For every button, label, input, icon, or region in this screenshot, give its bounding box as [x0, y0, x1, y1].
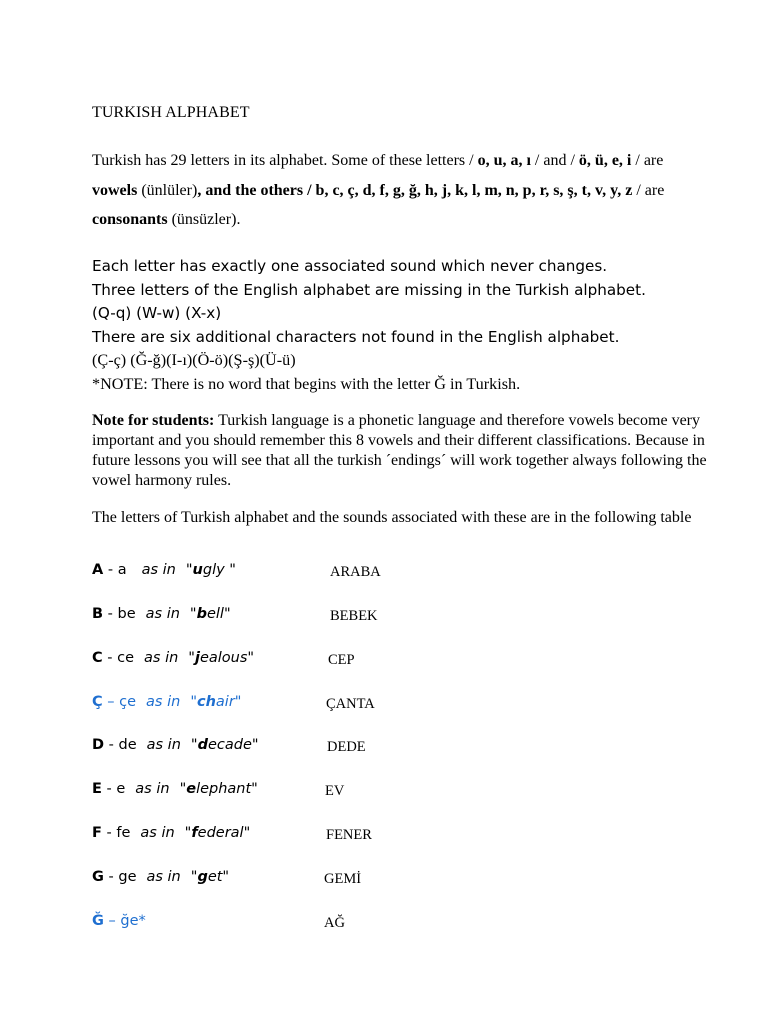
uppercase-letter: A [92, 562, 104, 578]
vowels-term: vowels [92, 181, 138, 199]
fact-line: (Q-q) (W-w) (X-x) [92, 304, 222, 322]
example-key-sound: e [186, 781, 197, 797]
note-for-students [92, 411, 712, 491]
example-word: ÇANTA [326, 696, 375, 712]
letter-pronunciation [92, 694, 241, 710]
lowercase-letter: çe [119, 694, 137, 710]
as-in-text: as in [141, 562, 176, 578]
page-title: TURKISH ALPHABET [92, 104, 250, 121]
letter-separator: – [103, 913, 121, 929]
as-in-text: as in [135, 781, 170, 797]
letter-row [92, 737, 692, 759]
example-quote: " [179, 781, 187, 797]
intro-text: / are [632, 181, 665, 199]
letter-pronunciation [92, 781, 258, 797]
intro-comma: , and the others / [197, 181, 316, 199]
as-in-text: as in [145, 606, 180, 622]
example-key-sound: j [194, 650, 200, 666]
example-rest: et" [207, 869, 230, 885]
letter-separator: – [102, 694, 120, 710]
table-intro: The letters of Turkish alphabet and the sounds associated with these are in the following table [92, 509, 692, 526]
uppercase-letter: G [92, 869, 104, 885]
vowel-list-back: o, u, a, ı [477, 152, 531, 169]
vowel-list-front: ö, ü, e, i [578, 152, 632, 169]
letter-separator: - [102, 650, 118, 666]
as-in-text: as in [146, 694, 181, 710]
fact-line: (Ç-ç) (Ğ-ğ)(I-ı)(Ö-ö)(Ş-ş)(Ü-ü) [92, 351, 296, 369]
uppercase-letter: Ğ [92, 913, 104, 929]
letter-row [92, 606, 692, 628]
letter-pronunciation [92, 737, 259, 753]
consonants-term: consonants [92, 211, 168, 228]
consonants-turkish-term: (ünsüzler). [167, 211, 241, 228]
example-quote: " [188, 650, 195, 666]
intro-text: Turkish has 29 letters in its alphabet. Some of these letters / [92, 152, 478, 169]
letter-pronunciation [92, 606, 231, 622]
letter-row [92, 562, 692, 584]
example-key-sound: u [192, 562, 203, 578]
letter-separator: - [103, 869, 119, 885]
example-rest: ederal" [197, 825, 251, 841]
consonant-list: b, c, ç, d, f, g, ğ, h, j, k, l, m, n, p, r, s, ş, t, v, y, z [315, 181, 633, 199]
as-in-text: as in [146, 869, 181, 885]
example-rest: ell" [206, 606, 231, 622]
letter-pronunciation [92, 562, 236, 578]
letter-row [92, 825, 692, 847]
facts-list [92, 255, 712, 396]
example-quote: " [184, 825, 192, 841]
example-quote: " [190, 737, 198, 753]
letter-separator: - [101, 781, 117, 797]
intro-text: / and / [530, 152, 579, 169]
example-rest: air" [215, 694, 242, 710]
intro-paragraph [92, 146, 692, 235]
example-word: BEBEK [330, 608, 378, 624]
uppercase-letter: E [92, 781, 102, 797]
uppercase-letter: B [92, 606, 104, 622]
example-key-sound: g [197, 869, 208, 885]
fact-line: Each letter has exactly one associated sound which never changes. [92, 257, 608, 275]
example-word: ARABA [330, 564, 381, 580]
letter-separator: - [101, 825, 117, 841]
lowercase-letter: ğe* [120, 913, 146, 929]
as-in-text: as in [146, 737, 181, 753]
example-key-sound: b [196, 606, 207, 622]
example-quote: " [190, 869, 198, 885]
fact-line: Three letters of the English alphabet are missing in the Turkish alphabet. [92, 280, 646, 299]
letter-separator: - [104, 737, 119, 753]
example-key-sound: d [197, 737, 208, 753]
letter-row [92, 650, 692, 672]
example-key-sound: ch [196, 694, 216, 710]
lowercase-letter: e [116, 781, 126, 797]
example-word: GEMİ [324, 871, 362, 887]
example-word: EV [325, 783, 345, 799]
example-rest: lephant" [196, 781, 258, 797]
letter-pronunciation [92, 869, 229, 885]
note-label: Note for students: [92, 412, 215, 429]
as-in-text: as in [144, 650, 179, 666]
example-word: FENER [326, 827, 372, 843]
example-quote: " [190, 694, 197, 710]
lowercase-letter: fe [116, 825, 131, 841]
note-text: Turkish language is a phonetic language and therefore vowels become very important and you should remember this 8 vowels and their different classifications. Because in future lessons you will see that all the turkish ´endings´ will work together always following the vowel harmony rules. [92, 412, 707, 489]
letter-pronunciation [92, 913, 146, 929]
letter-separator: - [103, 562, 118, 578]
lowercase-letter: be [117, 606, 136, 622]
uppercase-letter: C [92, 650, 103, 666]
example-rest: gly " [202, 562, 236, 578]
letter-pronunciation [92, 650, 254, 666]
example-key-sound: f [191, 825, 198, 841]
example-quote: " [185, 562, 193, 578]
example-word: AĞ [324, 915, 345, 931]
lowercase-letter: ge [118, 869, 137, 885]
vowels-turkish-term: (ünlüler) [137, 181, 198, 199]
fact-line: There are six additional characters not found in the English alphabet. [92, 327, 620, 346]
letter-separator: - [103, 606, 118, 622]
letter-row [92, 781, 692, 803]
uppercase-letter: Ç [92, 694, 103, 710]
example-rest: ealous" [199, 650, 255, 666]
uppercase-letter: F [92, 825, 102, 841]
letter-row [92, 869, 692, 891]
example-quote: " [189, 606, 197, 622]
lowercase-letter: a [117, 562, 127, 578]
example-rest: ecade" [207, 737, 259, 753]
letter-row [92, 913, 692, 935]
example-word: DEDE [327, 739, 366, 755]
lowercase-letter: ce [117, 650, 135, 666]
uppercase-letter: D [92, 737, 105, 753]
lowercase-letter: de [118, 737, 137, 753]
intro-text: / are [631, 152, 664, 169]
fact-line: *NOTE: There is no word that begins with the letter Ğ in Turkish. [92, 374, 521, 393]
letter-pronunciation [92, 825, 250, 841]
letter-row [92, 694, 692, 716]
as-in-text: as in [140, 825, 175, 841]
example-word: CEP [328, 652, 355, 668]
